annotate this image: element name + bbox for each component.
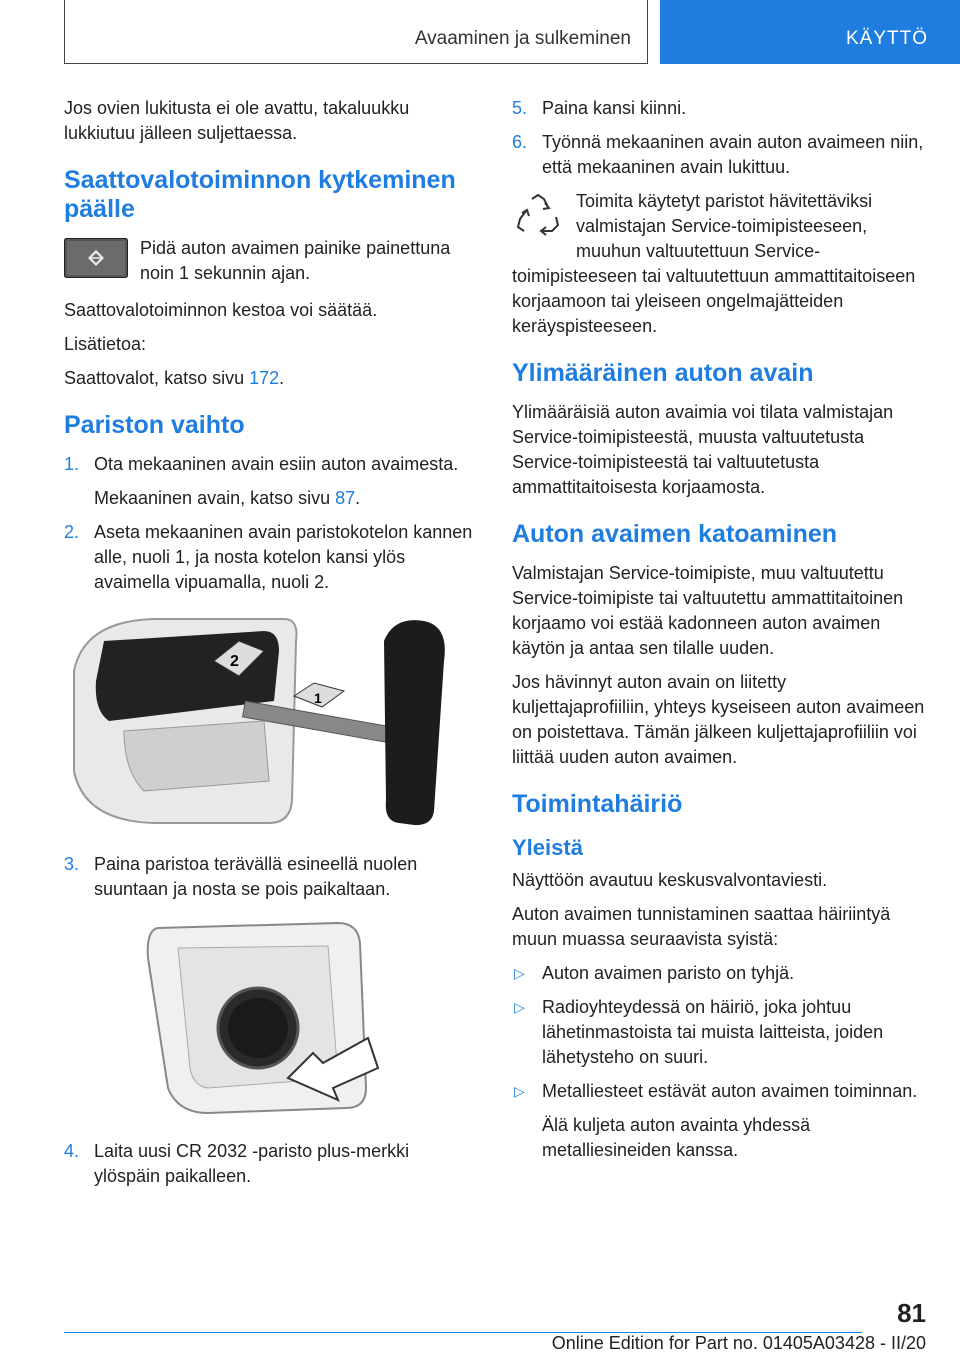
- bullet-text: Metalliesteet estävät auton avaimen toiminnan.: [542, 1081, 918, 1101]
- step-number: 2.: [64, 522, 80, 542]
- step-text: Paina paristoa terävällä esineellä nuolen suuntaan ja nosta se pois paikaltaan.: [94, 854, 418, 899]
- escort-reference: Saattovalot, katso sivu 172.: [64, 368, 285, 388]
- escort-press-paragraph: [64, 236, 476, 286]
- heading-battery-replacement: Pariston vaihto: [64, 411, 245, 439]
- step-text: Työnnä mekaaninen avain auton avaimeen niin, että mekaaninen avain lukittuu.: [542, 132, 924, 177]
- lost-key-text-1: Valmistajan Service-toimipiste, muu valtuutettu Service-toimipiste tai valtuutettu ammattitaitoinen korjaamo voi estää kadonneen auton avaimen käytön ja antaa sen tilalle uuden.: [512, 563, 904, 658]
- step-number: 6.: [512, 132, 528, 152]
- escort-duration-text: Saattovalotoiminnon kestoa voi säätää.: [64, 300, 378, 320]
- recycle-icon: [512, 191, 564, 243]
- heading-general: Yleistä: [512, 835, 583, 860]
- step-2: [64, 520, 476, 595]
- bullet-3-note: Älä kuljeta auton avainta yhdessä metalliesineiden kanssa.: [542, 1115, 811, 1160]
- key-lock-button-icon: [64, 238, 128, 278]
- bullet-item: [512, 1079, 926, 1104]
- heading-escort-light: Saattovalotoiminnon kytkeminen päälle: [64, 166, 456, 223]
- step-text: Paina kansi kiinni.: [542, 98, 687, 118]
- triangle-bullet-icon: ▷: [514, 999, 525, 1015]
- right-column: [512, 96, 926, 1172]
- bullet-item: [512, 995, 926, 1070]
- step-number: 5.: [512, 98, 528, 118]
- bullet-text: Auton avaimen paristo on tyhjä.: [542, 963, 795, 983]
- lost-key-text-2: Jos hävinnyt auton avain on liitetty kuljettajaprofiiliin, yhteys kyseiseen auton avaimeen on poistettava. Tämän jälkeen kuljettajaprofiiliin voi liittää uuden auton avaimen.: [512, 672, 925, 767]
- escort-press-text: Pidä auton avaimen painike painettuna noin 1 sekunnin ajan.: [140, 238, 451, 283]
- left-column: [64, 96, 476, 1198]
- section-title: Avaaminen ja sulkeminen: [414, 28, 631, 49]
- figure-key-opening: [64, 611, 476, 838]
- triangle-bullet-icon: ▷: [514, 1083, 525, 1099]
- triangle-bullet-icon: ▷: [514, 965, 525, 981]
- step-1-reference: Mekaaninen avain, katso sivu 87.: [94, 488, 361, 508]
- step-text: Ota mekaaninen avain esiin auton avaimesta.: [94, 454, 459, 474]
- page-link-87[interactable]: 87: [335, 488, 356, 508]
- chapter-tab: [660, 0, 960, 64]
- figure-battery-removal: [64, 918, 476, 1125]
- chapter-title: KÄYTTÖ: [845, 28, 928, 49]
- recycle-note: [512, 189, 926, 339]
- footer-edition: Online Edition for Part no. 01405A03428 - II/20: [551, 1333, 926, 1353]
- svg-text:2: 2: [230, 653, 239, 670]
- heading-extra-key: Ylimääräinen auton avain: [512, 359, 814, 387]
- recycle-note-text: Toimita käytetyt paristot hävitettäviksi valmistajan Service-toimipisteeseen, muuhun valtuutettuun Service-toimipisteeseen tai valtuutettuun ammattitaitoiseen korjaamoon tai yleiseen ongelmajätteiden keräyspisteeseen.: [512, 191, 916, 336]
- bullet-item: [512, 961, 926, 986]
- page-number: 81: [897, 1298, 926, 1328]
- page-link-172[interactable]: 172: [249, 368, 280, 388]
- battery-removal-illustration: [138, 918, 388, 1118]
- step-3: [64, 852, 476, 902]
- step-text: Laita uusi CR 2032 -paristo plus-merkki ylöspäin paikalleen.: [94, 1141, 410, 1186]
- bullet-text: Radioyhteydessä on häiriö, joka johtuu lähetinmastoista tai muista laitteista, joiden lähetysteho on suuri.: [542, 997, 884, 1067]
- step-6: [512, 130, 926, 180]
- heading-lost-key: Auton avaimen katoaminen: [512, 520, 838, 548]
- intro-text: Jos ovien lukitusta ei ole avattu, takaluukku lukkiutuu jälleen suljettaessa.: [64, 98, 410, 143]
- more-info-label: Lisätietoa:: [64, 334, 147, 354]
- step-number: 3.: [64, 854, 80, 874]
- general-text-2: Auton avaimen tunnistaminen saattaa häiriintyä muun muassa seuraavista syistä:: [512, 904, 891, 949]
- step-5: [512, 96, 926, 121]
- step-4: [64, 1139, 476, 1189]
- key-opening-illustration: [64, 611, 474, 831]
- extra-key-text: Ylimääräisiä auton avaimia voi tilata valmistajan Service-toimipisteestä, muusta valtuutetusta Service-toimipisteestä tai valtuutetusta ammattitaitoisesta korjaamosta.: [512, 402, 894, 497]
- heading-malfunction: Toimintahäiriö: [512, 790, 683, 818]
- step-number: 4.: [64, 1141, 80, 1161]
- step-text: Aseta mekaaninen avain paristokotelon kannen alle, nuoli 1, ja nosta kotelon kansi ylös avaimella vipuamalla, nuoli 2.: [94, 522, 473, 592]
- step-1: [64, 452, 476, 477]
- svg-text:1: 1: [314, 690, 322, 706]
- header-section-box: [64, 0, 648, 64]
- step-number: 1.: [64, 454, 80, 474]
- general-text-1: Näyttöön avautuu keskusvalvontaviesti.: [512, 870, 828, 890]
